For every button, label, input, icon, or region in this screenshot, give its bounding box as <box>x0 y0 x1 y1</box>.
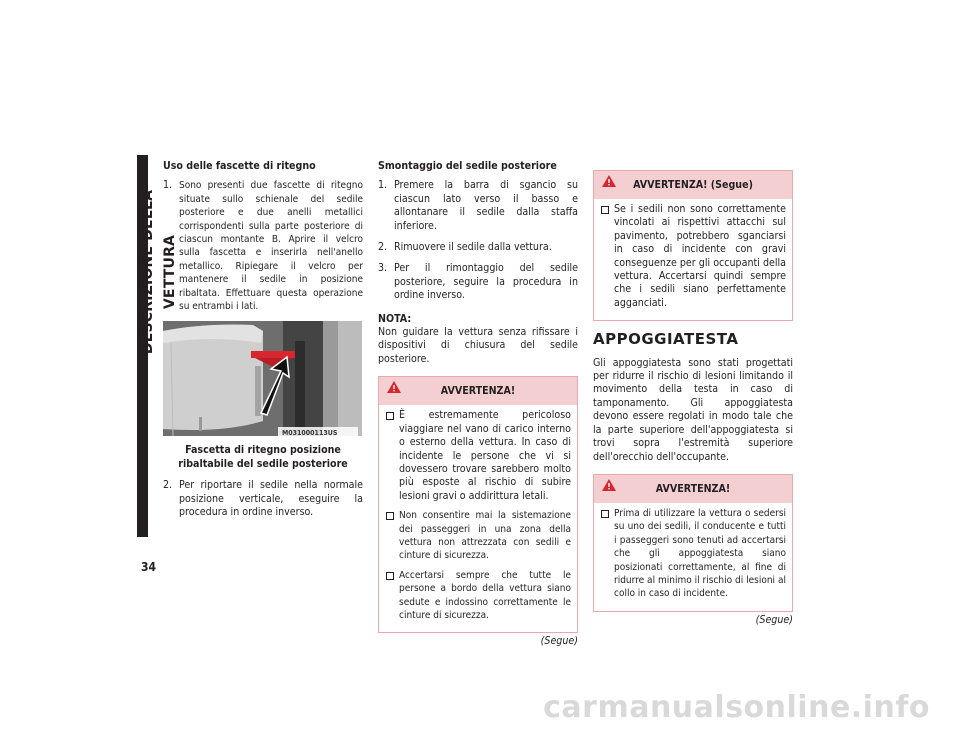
column-1 <box>163 160 363 528</box>
list-item: Accertarsi sempre che tutte le persone a bordo della vettura siano sedute e indossino correttamente le cinture di sicurezza. <box>385 569 571 623</box>
warning-body <box>594 503 792 611</box>
warning-header: AVVERTENZA! (Segue) <box>594 171 792 199</box>
continued-label: (Segue) <box>755 613 793 626</box>
warning-header: AVVERTENZA! <box>379 377 577 405</box>
warning-body <box>379 405 577 632</box>
note-label: NOTA: <box>378 312 412 325</box>
column-2 <box>378 160 578 649</box>
list-item: 1. Sono presenti due fascette di ritegno situate sullo schienale del sedile posteriore e due anelli metallici corrispondenti sulla parte posteriore di ciascun montante B. Aprire il velcro sulla fascetta e inserirla nell'anello metallico. Ripiegare il velcro per mantenere il sedile in posizione ribaltata. Effettuare questa operazione su entrambi i lati. <box>163 179 363 313</box>
steps-list-2 <box>163 479 363 519</box>
column-3 <box>593 160 793 627</box>
list-item: 2. Rimuovere il sedile dalla vettura. <box>378 241 552 254</box>
heading-retaining-straps: Uso delle fascette di ritegno <box>163 160 316 172</box>
checkbox-bullet-icon <box>386 572 394 580</box>
seat-strap-photo <box>163 321 362 436</box>
warning-box-headrest <box>593 474 793 612</box>
checkbox-bullet-icon <box>601 510 609 518</box>
headrest-paragraph: Gli appoggiatesta sono stati progettati per ridurre il rischio di lesioni limitando il movimento della testa in caso di tamponamento. Gli appoggiatesta devono essere regolati in modo tale che la parte superiore dell'appoggiatesta si trovi sopra l'estremità superiore dell'orecchio dell'occupante. <box>593 356 793 463</box>
figure-caption: Fascetta di ritegno posizione ribaltabile del sedile posteriore <box>178 444 348 470</box>
note-text: Non guidare la vettura senza rifissare i dispositivi di chiusura del sedile posteriore. <box>378 326 578 365</box>
list-item: Prima di utilizzare la vettura o sedersi su uno dei sedili, il conducente e tutti i passeggeri sono tenuti ad accertarsi che gli appoggiatesta siano posizionati correttamente, al fine di ridurre al minimo il rischio di lesioni al collo in caso di incidente. <box>600 507 786 601</box>
list-item: Se i sedili non sono correttamente vincolati ai rispettivi attacchi sul pavimento, potrebbero sganciarsi in caso di incidente con gravi conseguenze per gli occupanti della vettura. Accertarsi quindi sempre che i sedili siano perfettamente agganciati. <box>600 203 786 310</box>
checkbox-bullet-icon <box>386 412 394 420</box>
warning-triangle-icon <box>387 381 401 393</box>
heading-seat-removal: Smontaggio del sedile posteriore <box>378 160 557 172</box>
section-title-headrests: APPOGGIATESTA <box>593 330 739 349</box>
page-number: 34 <box>141 560 157 574</box>
seat-strap-illustration <box>163 321 362 436</box>
section-side-title: DESCRIZIONE DELLA VETTURA <box>140 189 178 355</box>
continued-label: (Segue) <box>540 635 578 648</box>
list-item: È estremamente pericoloso viaggiare nel vano di carico interno o esterno della vettura. In caso di incidente le persone che vi si dovessero trovare sarebbero molto più esposte al rischio di subire lesioni gravi o addirittura letali. <box>385 409 571 503</box>
warning-box-continued <box>593 170 793 321</box>
warning-body <box>594 199 792 320</box>
warning-triangle-icon <box>602 175 616 187</box>
steps-list-1 <box>163 179 363 313</box>
list-item: 2. Per riportare il sedile nella normale posizione verticale, eseguire la procedura in ordine inverso. <box>163 479 363 519</box>
checkbox-bullet-icon <box>601 206 609 214</box>
warning-box <box>378 376 578 633</box>
warning-triangle-icon <box>602 479 616 491</box>
removal-steps <box>378 179 578 302</box>
list-item: Non consentire mai la sistemazione dei passeggeri in una zona della vettura non attrezzata con sedili e cinture di sicurezza. <box>385 509 571 563</box>
image-code: M031000113US <box>282 429 338 437</box>
list-item: 1. Premere la barra di sgancio su ciascun lato verso il basso e allontanare il sedile dalla staffa inferiore. <box>378 179 578 232</box>
watermark: carmanualsonline.info <box>543 690 930 725</box>
warning-header: AVVERTENZA! <box>594 475 792 503</box>
list-item: 3. Per il rimontaggio del sedile posteriore, seguire la procedura in ordine inverso. <box>378 262 578 302</box>
checkbox-bullet-icon <box>386 512 394 520</box>
